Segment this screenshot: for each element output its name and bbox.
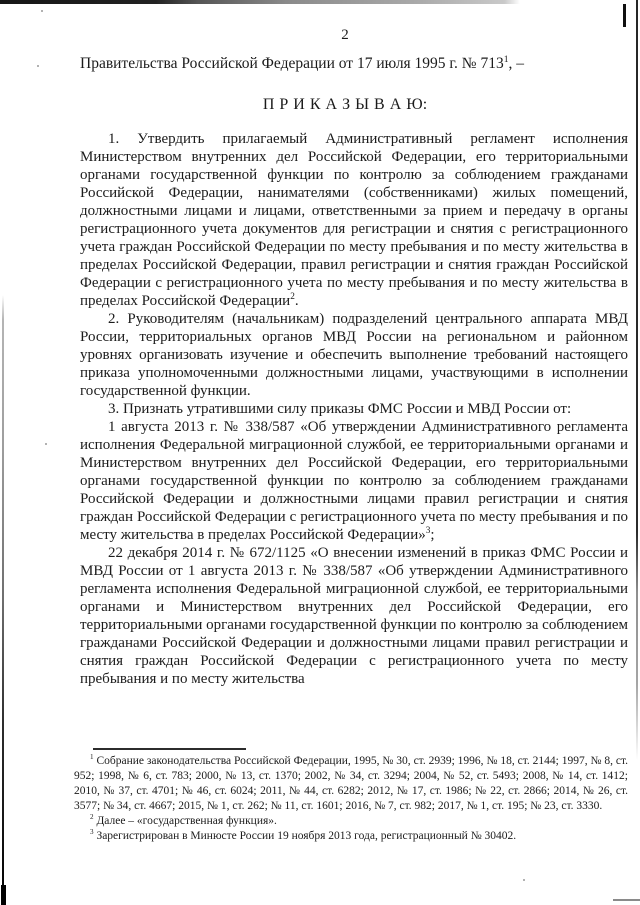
footnote-marker: 1 xyxy=(90,753,94,762)
scan-artifact-left-edge xyxy=(2,295,4,905)
paragraph-4: 1 августа 2013 г. № 338/587 «Об утверждении Административного регламента исполнения Федеральной миграционной службой, ее территориальными органами и Министерством внутренних дел Российской Федерации, его территориальными органами государственной функции по контролю за соблюдением гражданами Российской Федерации и должностными лицами правил регистрации и снятия граждан Российской Федерации с регистрационного учета по месту пребывания и по месту жительства в пределах Российской Федерации»$^3$; xyxy=(80,419,628,543)
scan-speck xyxy=(41,10,43,12)
paragraph-5: 22 декабря 2014 г. № 672/1125 «О внесении изменений в приказ ФМС России и МВД России от 1 августа 2013 г. № 338/587 «Об утверждении Административного регламента исполнения Федеральной миграционной службой, ее территориальными органами и Министерством внутренних дел Российской Федерации, его территориальными органами государственной функции по контролю за соблюдением гражданами Российской Федерации и должностными лицами правил регистрации и снятия граждан Российской Федерации с регистрационного учета по месту пребывания и по месту жительства xyxy=(80,545,629,687)
scan-artifact-top-edge xyxy=(0,0,520,4)
footnote-separator xyxy=(93,748,246,750)
scan-artifact-left-bottom xyxy=(1,885,6,905)
footnotes xyxy=(74,754,628,844)
footnote-2: $^2$ Далее – «государственная функция». xyxy=(90,813,277,827)
body-paragraphs xyxy=(80,130,628,688)
footnote-ref: 1 xyxy=(503,53,509,65)
footnote-marker: 2 xyxy=(90,813,94,822)
page-number: 2 xyxy=(341,27,349,43)
footnote-3: $^3$ Зарегистрирован в Минюсте России 19 ноября 2013 года, регистрационный № 30402. xyxy=(90,828,517,842)
order-heading: П Р И К А З Ы В А Ю: xyxy=(262,96,428,113)
footnote-1: $^1$ Собрание законодательства Российской Федерации, 1995, № 30, ст. 2939; 1996, № 18, ст. 2144; 1997, № 8, ст. 952; 1998, № 6, ст. 783; 2000, № 13, ст. 1370; 2002, № 34, ст. 3294; 2004, № 52, ст. 5493; 2008, № 14, ст. 1412; 2010, № 37, ст. 4701; № 46, ст. 6024; 2011, № 44, ст. 6282; 2012, № 17, ст. 1986; № 22, ст. 2866; 2014, № 26, ст. 3577; № 34, ст. 4667; 2015, № 1, ст. 262; № 11, ст. 1601; 2016, № 7, ст. 982; 2017, № 1, ст. 195; № 23, ст. 3330. xyxy=(74,753,628,812)
scan-artifact-right-edge xyxy=(636,0,638,760)
footnote-ref: 2 xyxy=(290,292,295,302)
paragraph-2: 2. Руководителям (начальникам) подразделений центрального аппарата МВД России, территориальных органов МВД России на региональном и районном уровнях организовать изучение и обеспечить выполнение требований настоящего приказа уполномоченными должностными лицами, участвующими в исполнении государственной функции. xyxy=(80,311,628,399)
footnote-ref: 3 xyxy=(425,526,431,536)
preamble-line: Правительства Российской Федерации от 17 июля 1995 г. № $713^1$, – xyxy=(80,53,524,72)
scan-speck xyxy=(37,65,39,67)
paragraph-3: 3. Признать утратившими силу приказы ФМС России и МВД России от: xyxy=(108,401,572,417)
scan-speck xyxy=(523,879,525,881)
paragraph-1: 1. Утвердить прилагаемый Административный регламент исполнения Министерством внутренних дел Российской Федерации, его территориальными органами государственной функции по контролю за соблюдением гражданами Российской Федерации, нанимателями (собственниками) жилых помещений, должностными лицами и лицами, ответственными за прием и передачу в органы регистрационного учета документов для регистрации и снятия с регистрационного учета граждан Российской Федерации по месту пребывания и по месту жительства в пределах Российской Федерации, правил регистрации и снятия граждан Российской Федерации с регистрационного учета по месту пребывания и по месту жительства в пределах Российской Федерации$^2$. xyxy=(80,131,628,309)
scan-artifact-top-right-tick xyxy=(623,4,626,27)
scan-speck xyxy=(45,443,47,445)
footnote-marker: 3 xyxy=(90,828,94,837)
scan-artifact-bottom-right xyxy=(613,899,640,901)
